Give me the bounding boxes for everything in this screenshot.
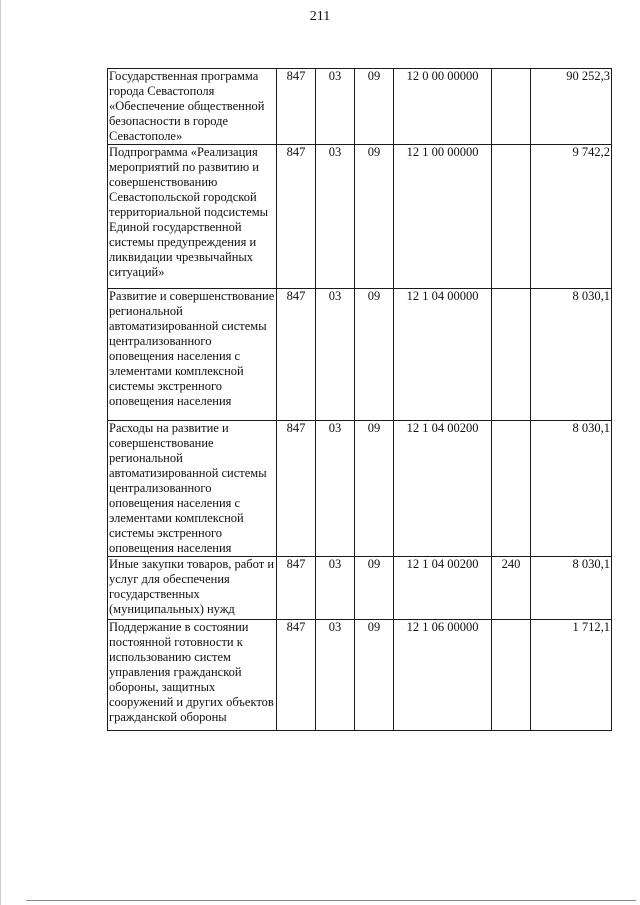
- row-name: Развитие и совершенствование региональной автоматизированной системы централизованного оповещения населения с элементами комплексной системы экстренного оповещения населения: [108, 289, 277, 421]
- table-row: [108, 557, 612, 620]
- row-section-code: 03: [316, 557, 355, 620]
- row-expense-type: [492, 421, 531, 557]
- row-name: Подпрограмма «Реализация мероприятий по развитию и совершенствованию Севастопольской городской территориальной подсистемы Единой государственной системы предупреждения и ликвидации чрезвычайных ситуаций»: [108, 145, 277, 289]
- row-ministry-code: 847: [277, 69, 316, 145]
- row-subsection-code: 09: [355, 289, 394, 421]
- page-number: 211: [309, 9, 331, 24]
- row-amount: 8 030,1: [531, 557, 612, 620]
- row-subsection-code: 09: [355, 421, 394, 557]
- table-row: [108, 289, 612, 421]
- row-name: Расходы на развитие и совершенствование региональной автоматизированной системы централизованного оповещения населения с элементами комплексной системы экстренного оповещения населения: [108, 421, 277, 557]
- row-target-code: 12 1 04 00200: [394, 421, 492, 557]
- row-ministry-code: 847: [277, 145, 316, 289]
- row-ministry-code: 847: [277, 421, 316, 557]
- row-expense-type: 240: [492, 557, 531, 620]
- row-amount: 8 030,1: [531, 289, 612, 421]
- row-name: Иные закупки товаров, работ и услуг для обеспечения государственных (муниципальных) нужд: [108, 557, 277, 620]
- table-row: [108, 620, 612, 731]
- row-expense-type: [492, 289, 531, 421]
- row-amount: 9 742,2: [531, 145, 612, 289]
- row-section-code: 03: [316, 289, 355, 421]
- row-section-code: 03: [316, 145, 355, 289]
- row-amount: 8 030,1: [531, 421, 612, 557]
- row-name: Государственная программа города Севастополя «Обеспечение общественной безопасности в городе Севастополе»: [108, 69, 277, 145]
- row-subsection-code: 09: [355, 69, 394, 145]
- row-name: Поддержание в состоянии постоянной готовности к использованию систем управления гражданской обороны, защитных сооружений и других объектов гражданской обороны: [108, 620, 277, 731]
- row-amount: 90 252,3: [531, 69, 612, 145]
- table-row: [108, 69, 612, 145]
- row-expense-type: [492, 69, 531, 145]
- row-expense-type: [492, 620, 531, 731]
- table-row: [108, 145, 612, 289]
- row-ministry-code: 847: [277, 620, 316, 731]
- row-target-code: 12 1 04 00000: [394, 289, 492, 421]
- row-target-code: 12 1 00 00000: [394, 145, 492, 289]
- row-ministry-code: 847: [277, 557, 316, 620]
- row-section-code: 03: [316, 421, 355, 557]
- budget-table-body: [108, 69, 612, 731]
- row-section-code: 03: [316, 69, 355, 145]
- budget-table: [107, 68, 612, 731]
- row-section-code: 03: [316, 620, 355, 731]
- scan-left-edge: [0, 0, 1, 905]
- table-row: [108, 421, 612, 557]
- row-target-code: 12 0 00 00000: [394, 69, 492, 145]
- row-subsection-code: 09: [355, 557, 394, 620]
- row-ministry-code: 847: [277, 289, 316, 421]
- row-expense-type: [492, 145, 531, 289]
- row-subsection-code: 09: [355, 620, 394, 731]
- row-target-code: 12 1 06 00000: [394, 620, 492, 731]
- row-subsection-code: 09: [355, 145, 394, 289]
- row-amount: 1 712,1: [531, 620, 612, 731]
- row-target-code: 12 1 04 00200: [394, 557, 492, 620]
- page-bottom-border: [26, 900, 636, 901]
